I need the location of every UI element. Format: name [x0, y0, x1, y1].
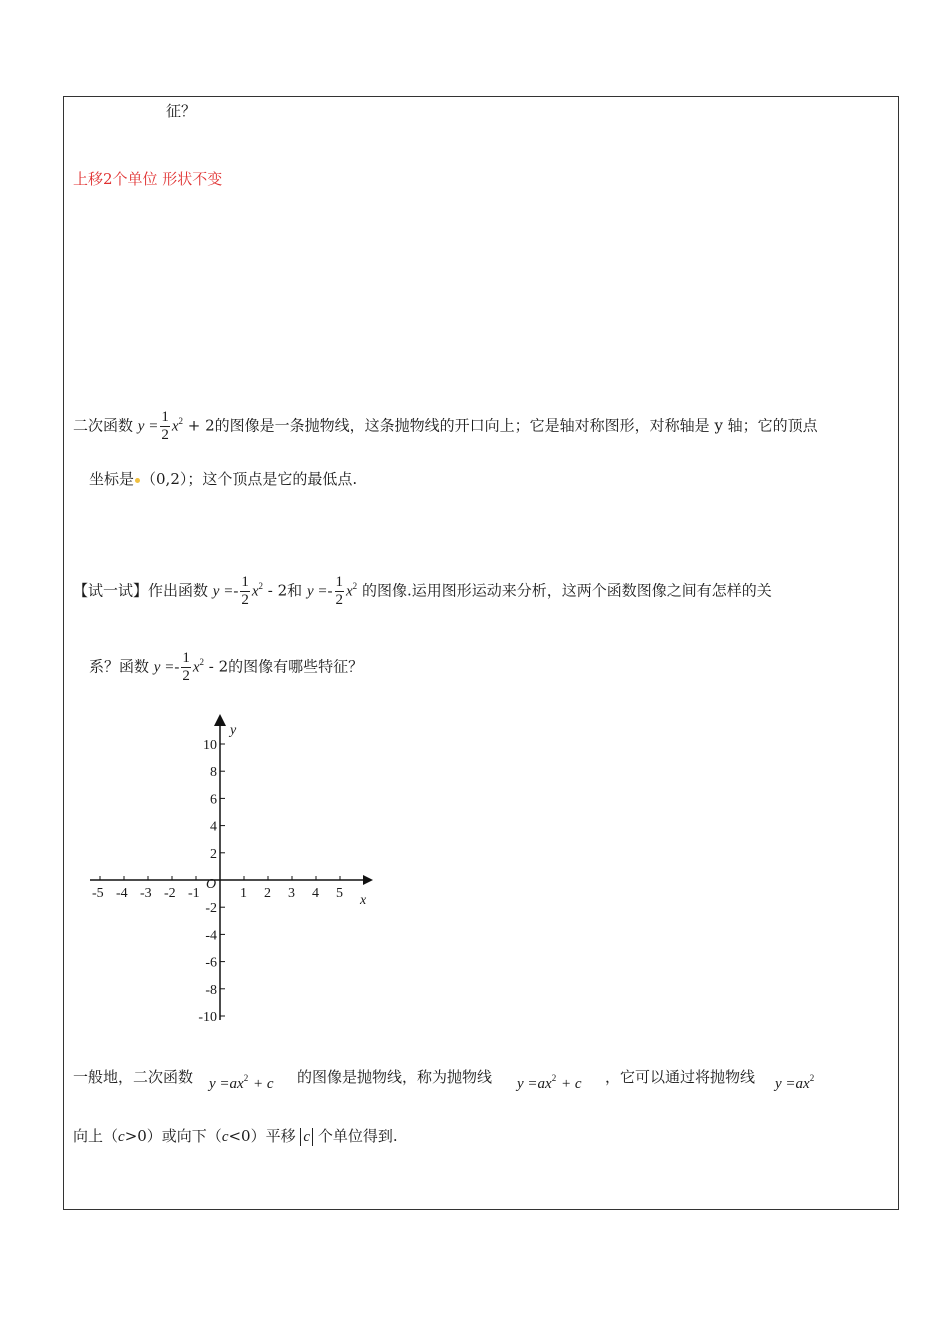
x-tick-label: 2: [264, 886, 271, 901]
y-tick-label: 10: [203, 738, 217, 753]
line2-b: >0）或向下（: [124, 1127, 222, 1145]
question-continuation: 征？: [166, 102, 197, 120]
x-tick-label: 3: [288, 886, 295, 901]
origin-label: O: [206, 877, 217, 892]
fraction-half: $\frac{1}{2}$: [335, 574, 343, 608]
var-c: c: [221, 1129, 229, 1145]
formula-text: y =ax: [209, 1076, 244, 1092]
para1-prefix: 二次函数: [73, 416, 134, 435]
y-tick-label: -2: [205, 901, 217, 917]
bullet-dot: [135, 478, 140, 483]
general-c-text: ，它可以通过将抛物线: [605, 1068, 756, 1086]
general-statement: [73, 1066, 193, 1087]
try-y-eq3: y =-: [153, 659, 180, 676]
exponent: 2: [352, 580, 358, 591]
var-c: c: [118, 1129, 125, 1145]
exponent: 2: [809, 1073, 815, 1083]
x-axis-label: x: [360, 893, 367, 908]
fraction-half: $\frac{1}{2}$: [241, 574, 249, 608]
formula-2: [517, 1074, 582, 1093]
x-tick-label: -2: [164, 886, 176, 901]
general-a: 一般地，二次函数: [73, 1068, 194, 1086]
x-tick-label: -1: [188, 886, 200, 901]
x-tick-label: 4: [312, 886, 319, 901]
plus-c: + c: [252, 1076, 274, 1092]
try-line2b: 的图像有哪些特征？: [228, 657, 364, 676]
exponent: 2: [199, 656, 204, 667]
line2-d: 个单位得到.: [317, 1127, 398, 1145]
try-label: 【试一试】作出函数: [73, 581, 209, 600]
y-tick-label: 4: [210, 819, 217, 835]
formula-text: y =ax: [775, 1076, 810, 1092]
coordinate-axes: [80, 708, 400, 1028]
try-line2a: 系？函数: [89, 657, 150, 676]
formula-3: [775, 1074, 814, 1093]
y-axis-label: y: [230, 723, 237, 738]
general-b-text: 的图像是抛物线，称为抛物线: [297, 1068, 493, 1086]
try-section-line2: [89, 650, 363, 685]
exponent: 2: [178, 415, 183, 426]
try-section: [73, 574, 772, 609]
exponent: 2: [243, 1073, 249, 1083]
and-word: 和: [287, 581, 303, 600]
fraction-half: $\frac{1}{2}$: [161, 409, 169, 443]
y-tick-label: 8: [210, 765, 217, 781]
var-x: x: [171, 418, 179, 435]
x-tick-label: 5: [336, 886, 343, 901]
x-tick-label: -4: [116, 886, 128, 901]
general-line2: [73, 1125, 398, 1146]
y-axis-arrow: [214, 714, 226, 726]
try-y-eq2: y =-: [306, 583, 333, 600]
answer-text: 上移2个单位 形状不变: [73, 170, 223, 188]
y-tick-label: -6: [205, 955, 217, 971]
para1-rest: 的图像是一条抛物线，这条抛物线的开口向上；它是轴对称图形，对称轴是 y 轴；它的顶点: [214, 416, 818, 435]
y-tick-label: 2: [210, 846, 217, 862]
y-tick-label: 6: [210, 792, 217, 808]
plus-c: + c: [560, 1076, 582, 1092]
y-tick-label: -4: [205, 928, 217, 944]
exponent: 2: [551, 1073, 557, 1083]
paragraph-vertex: [73, 409, 818, 444]
plus-two: + 2: [187, 416, 215, 435]
y-tick-label: -8: [205, 982, 217, 998]
abs-c: c: [300, 1128, 313, 1146]
formula-1: [209, 1074, 274, 1093]
try-y-eq1: y =-: [212, 583, 239, 600]
fraction-half: $\frac{1}{2}$: [182, 650, 190, 684]
minus-two: - 2: [267, 581, 288, 600]
y-tick-label: -10: [198, 1010, 217, 1025]
para1-line2b: （0,2）；这个顶点是它的最低点.: [141, 470, 358, 488]
try-rest: 的图像.运用图形运动来分析，这两个函数图像之间有怎样的关: [361, 581, 772, 600]
paragraph-vertex-line2: [89, 468, 357, 489]
x-axis-arrow: [363, 875, 373, 885]
line2-c: <0）平移: [228, 1127, 296, 1145]
x-tick-label: -3: [140, 886, 152, 901]
line2-a: 向上（: [73, 1127, 119, 1145]
para1-y-eq: y =: [137, 418, 159, 435]
x-tick-label: -5: [92, 886, 104, 901]
var-x: x: [192, 659, 200, 676]
exponent: 2: [258, 580, 263, 591]
minus-two: - 2: [208, 657, 229, 676]
var-x: x: [346, 583, 353, 600]
x-tick-label: 1: [240, 886, 247, 901]
formula-text: y =ax: [517, 1076, 552, 1092]
var-x: x: [251, 583, 259, 600]
para1-line2a: 坐标是: [89, 470, 135, 488]
